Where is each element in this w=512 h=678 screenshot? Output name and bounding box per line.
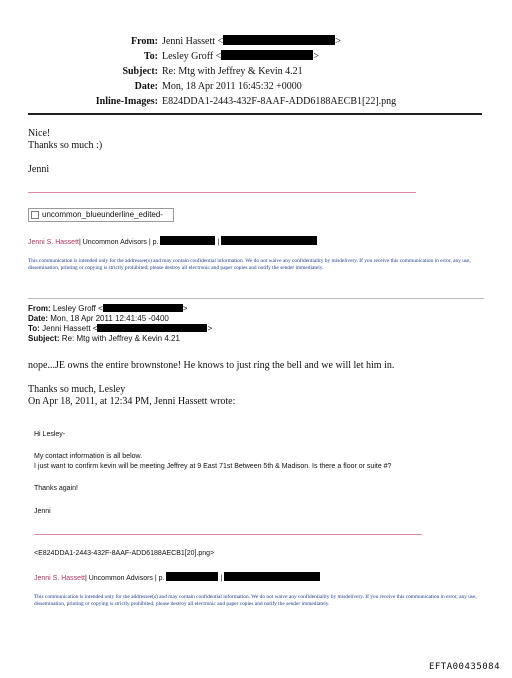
forwarded-to-value: Jenni Hassett < — [42, 324, 98, 333]
redaction-bar — [221, 236, 317, 245]
header-divider — [28, 113, 482, 115]
forwarded-date-row: Date: Mon, 18 Apr 2011 12:41:45 -0400 — [28, 314, 169, 323]
forwarded-subject-value: Re: Mtg with Jeffrey & Kevin 4.21 — [61, 334, 180, 343]
quoted-signature-divider — [34, 534, 422, 535]
quoted-image-reference: <E824DDA1-2443-432F-8AAF-ADD6188AECB1[20].png> — [34, 550, 215, 557]
quoted-signoff: Jenni — [34, 508, 51, 515]
signature-name: Jenni S. Hassett — [34, 575, 85, 582]
confidentiality-disclaimer: This communication is intended only for the addressee(s) and may contain confidential information. We do not waive any confidentiality by misdelivery. If you receive this communication in error, any use, dissemination, printing or copying is strictly prohibited; please destroy all electronic and paper copies and notify the sender immediately. — [28, 258, 471, 271]
header-subject-value: Re: Mtg with Jeffrey & Kevin 4.21 — [162, 66, 303, 77]
signature-line: Jenni S. Hassett| Uncommon Advisors | p. | — [28, 236, 317, 248]
forwarded-from-value: Lesley Groff < — [52, 304, 103, 313]
quoted-signature-line: Jenni S. Hassett| Uncommon Advisors | p. | — [34, 572, 320, 584]
forwarded-to-row: To: Jenni Hassett < > — [28, 324, 213, 333]
signature-company: | Uncommon Advisors | p. — [78, 239, 159, 246]
header-inline-images-label: Inline-Images: — [95, 96, 158, 107]
header-date-label: Date: — [134, 81, 158, 92]
inline-image-placeholder[interactable] — [28, 208, 174, 222]
redaction-bar — [223, 35, 335, 45]
redaction-bar — [166, 572, 218, 581]
header-to-row: To: Lesley Groff < > — [30, 49, 480, 64]
header-subject-row — [30, 64, 480, 79]
inline-image-alt-text: uncommon_blueunderline_edited- — [42, 210, 163, 219]
header-subject-label: Subject: — [122, 66, 158, 77]
forward-divider — [28, 298, 484, 299]
lesley-reply-body — [28, 360, 498, 408]
quoted-thanks: Thanks again! — [34, 485, 78, 492]
quoted-greeting: Hi Lesley- — [34, 431, 66, 438]
forwarded-date-value: Mon, 18 Apr 2011 12:41:45 -0400 — [50, 314, 169, 323]
quoted-line-2: I just want to confirm kevin will be meeting Jeffrey at 9 East 71st Between 5th & Madison. Is there a floor or suite #? — [34, 463, 392, 470]
quoted-confidentiality-disclaimer: This communication is intended only for the addressee(s) and may contain confidential information. We do not waive any confidentiality by misdelivery. If you receive this communication in error, any use, dissemination, printing or copying is strictly prohibited; please destroy all electronic and paper copies and notify the sender immediately. — [34, 594, 477, 607]
broken-image-icon — [31, 211, 39, 219]
reply-line-2: Thanks so much :) — [28, 140, 103, 151]
redaction-bar — [103, 304, 183, 312]
reply-line-1: Nice! — [28, 128, 51, 139]
header-date-row — [30, 79, 480, 94]
header-from-value: Jenni Hassett < — [162, 36, 224, 47]
forwarded-subject-row: Subject: Re: Mtg with Jeffrey & Kevin 4.21 — [28, 334, 180, 343]
redaction-bar — [221, 50, 313, 60]
lesley-reply-line: nope...JE owns the entire brownstone! He knows to just ring the bell and we will let him in. — [28, 360, 395, 371]
signature-company: | Uncommon Advisors | p. — [84, 575, 165, 582]
forwarded-from-row: From: Lesley Groff < > — [28, 304, 188, 313]
lesley-reply-wrote: On Apr 18, 2011, at 12:34 PM, Jenni Hassett wrote: — [28, 396, 236, 407]
redaction-bar — [97, 324, 207, 332]
signature-divider — [28, 192, 416, 193]
header-inline-images-value: E824DDA1-2443-432F-8AAF-ADD6188AECB1[22].png — [162, 96, 397, 107]
redaction-bar — [224, 572, 320, 581]
signature-name: Jenni S. Hassett — [28, 239, 79, 246]
reply-body — [28, 128, 102, 176]
forwarded-header — [28, 304, 212, 344]
lesley-reply-thanks: Thanks so much, Lesley — [28, 384, 126, 395]
header-inline-images-row — [30, 94, 480, 109]
header-from-label: From: — [130, 36, 158, 47]
quoted-line-1: My contact information is all below. — [34, 453, 143, 460]
header-date-value: Mon, 18 Apr 2011 16:45:32 +0000 — [162, 81, 302, 92]
header-to-value: Lesley Groff < — [162, 51, 222, 62]
document-id: EFTA00435084 — [428, 662, 500, 672]
header-to-label: To: — [143, 51, 158, 62]
email-header — [30, 34, 480, 109]
header-from-row: From: Jenni Hassett < > — [30, 34, 480, 49]
redaction-bar — [160, 236, 215, 245]
reply-signoff: Jenni — [28, 164, 50, 175]
